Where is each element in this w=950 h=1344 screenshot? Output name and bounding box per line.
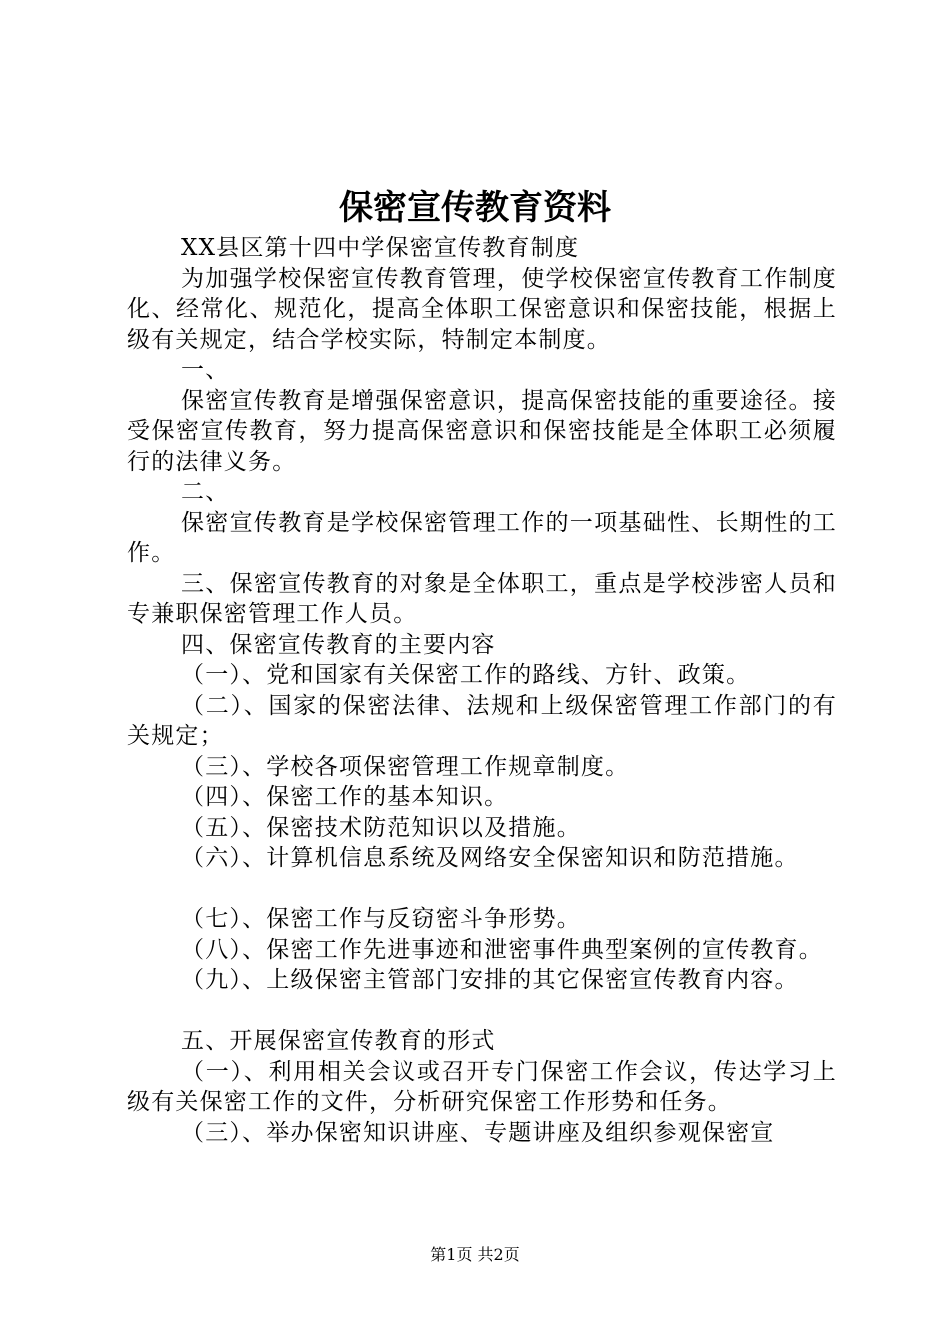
page-footer: 第1页 共2页 [430, 1245, 520, 1264]
paragraph-section-1: 保密宣传教育是增强保密意识，提高保密技能的重要途径。接受保密宣传教育，努力提高保密意识和保密技能是全体职工必须履行的法律义务。 [127, 387, 837, 475]
list-item: （五）、保密技术防范知识以及措施。 [181, 814, 581, 841]
page-title: 保密宣传教育资料 [339, 188, 611, 228]
section-heading-4: 四、保密宣传教育的主要内容 [181, 631, 496, 658]
paragraph-section-3: 三、保密宣传教育的对象是全体职工，重点是学校涉密人员和专兼职保密管理工作人员。 [127, 570, 837, 627]
list-item: （七）、保密工作与反窃密斗争形势。 [181, 906, 581, 932]
section-heading-5: 五、开展保密宣传教育的形式 [181, 1028, 496, 1054]
list-item: （六）、计算机信息系统及网络安全保密知识和防范措施。 [181, 845, 799, 871]
list-item: （三）、学校各项保密管理工作规章制度。 [181, 753, 630, 780]
section-heading-1: 一、 [181, 357, 230, 383]
list-item: （三）、举办保密知识讲座、专题讲座及组织参观保密宣 [181, 1119, 775, 1146]
list-item: （一）、利用相关会议或召开专门保密工作会议，传达学习上级有关保密工作的文件，分析研究保密工作形势和任务。 [127, 1058, 837, 1115]
section-heading-2: 二、 [181, 479, 230, 505]
paragraph-intro: 为加强学校保密宣传教育管理，使学校保密宣传教育工作制度化、经常化、规范化，提高全体职工保密意识和保密技能，根据上级有关规定，结合学校实际，特制定本制度。 [127, 265, 837, 353]
list-item: （四）、保密工作的基本知识。 [181, 784, 509, 810]
list-item: （二）、国家的保密法律、法规和上级保密管理工作部门的有关规定； [127, 692, 837, 749]
list-item: （八）、保密工作先进事迹和泄密事件典型案例的宣传教育。 [181, 936, 823, 963]
paragraph-spacer [127, 874, 837, 905]
list-item: （一）、党和国家有关保密工作的路线、方针、政策。 [181, 662, 751, 688]
paragraph-school-title: XX县区第十四中学保密宣传教育制度 [181, 235, 580, 261]
list-item: （九）、上级保密主管部门安排的其它保密宣传教育内容。 [181, 967, 799, 993]
paragraph-spacer [127, 996, 837, 1027]
paragraph-section-2: 保密宣传教育是学校保密管理工作的一项基础性、长期性的工作。 [127, 509, 837, 566]
document-body [127, 233, 837, 1148]
